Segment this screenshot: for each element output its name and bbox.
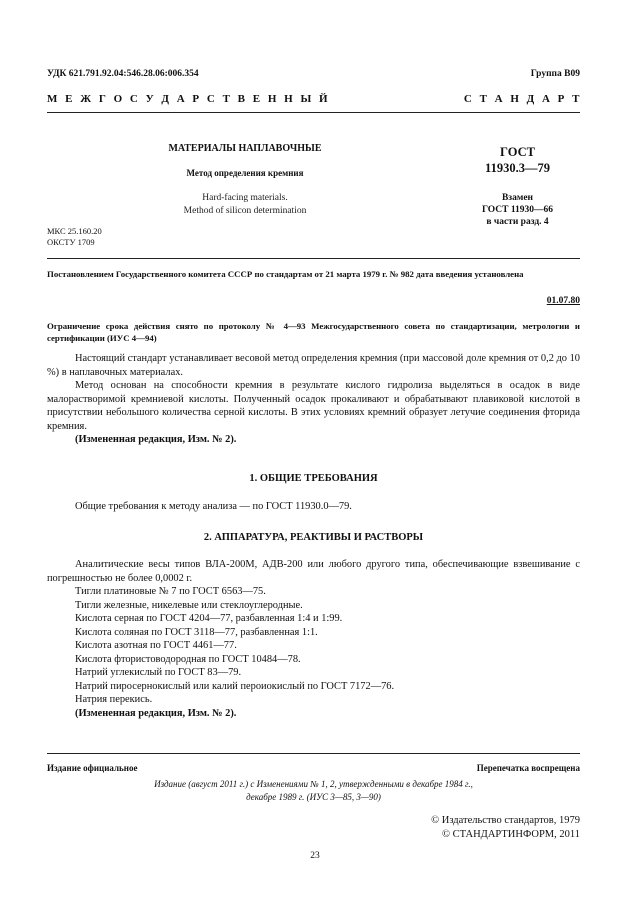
gost-label: ГОСТ [500, 145, 535, 159]
banner-word-interstate: М Е Ж Г О С У Д А Р С Т В Е Н Н Ы Й [47, 93, 329, 105]
intro-paragraph-2: Метод основан на способности кремния в результате кислого гидролиза выделяться в осадок в виде малорастворимой кремниевой кислоты. Полученный осадок прокаливают и обрабатывают плавиковой кислотой в присутствии небольшого количества серной кислоты. В этих условиях кремний образует летучие соединения фторида кремния. [47, 380, 580, 432]
section-1-text: Общие требования к методу анализа — по ГОСТ 11930.0—79. [75, 501, 352, 512]
list-item: Натрий углекислый по ГОСТ 83—79. [75, 667, 242, 678]
document-title: МАТЕРИАЛЫ НАПЛАВОЧНЫЕ [168, 143, 322, 154]
gost-designation [450, 144, 585, 176]
replaces-line-1: Взамен [501, 193, 534, 203]
copyright-block [431, 814, 580, 841]
classification-codes [47, 226, 102, 248]
replaces-block [450, 192, 585, 228]
section-2-lead [47, 558, 580, 585]
edition-note-line-1: Издание (август 2011 г.) с Изменениями № 1, 2, утвержденными в декабре 1984 г., [154, 779, 473, 789]
udk-code: УДК 621.791.92.04:546.28.06:006.354 [47, 69, 199, 79]
list-item: Тигли платиновые № 7 по ГОСТ 6563—75. [75, 586, 266, 597]
copyright-line-1: © Издательство стандартов, 1979 [431, 815, 580, 826]
reprint-prohibited: Перепечатка воспрещена [476, 763, 580, 773]
replaces-line-3: в части разд. 4 [486, 217, 549, 227]
intro-amendment: (Измененная редакция, Изм. № 2). [75, 434, 237, 445]
official-edition: Издание официальное [47, 763, 138, 773]
list-item: Кислота соляная по ГОСТ 3118—77, разбавленная 1:1. [75, 626, 318, 638]
page-number: 23 [310, 851, 320, 861]
footer-rule [47, 753, 580, 754]
introduction-date: 01.07.80 [546, 296, 580, 306]
list-item: Кислота азотная по ГОСТ 4461—77. [75, 640, 237, 651]
section-1-body [47, 500, 580, 514]
english-title-line-2: Method of silicon determination [183, 206, 307, 216]
english-title [100, 192, 390, 218]
document-subtitle: Метод определения кремния [186, 168, 304, 178]
section-1-heading: 1. ОБЩИЕ ТРЕБОВАНИЯ [249, 473, 378, 484]
edition-note-line-2: декабре 1989 г. (ИУС 3—85, 3—90) [246, 792, 381, 802]
replaces-line-2: ГОСТ 11930—66 [481, 205, 554, 215]
copyright-line-2: © СТАНДАРТИНФОРМ, 2011 [442, 828, 580, 840]
edition-note [47, 778, 580, 804]
restriction-note: Ограничение срока действия снято по протоколу № 4—93 Межгосударственного совета по стандартизации, метрологии и сертификации (ИУС 4—94) [47, 321, 580, 343]
section-2-heading: 2. АППАРАТУРА, РЕАКТИВЫ И РАСТВОРЫ [203, 532, 424, 543]
list-item: Натрия перекись. [75, 694, 153, 705]
list-item: Кислота фтористоводородная по ГОСТ 10484—78. [75, 653, 301, 665]
group-code: Группа В09 [530, 69, 580, 79]
english-title-line-1: Hard-facing materials. [202, 193, 288, 203]
section-2-lead-text: Аналитические весы типов ВЛА-200М, АДВ-200 или любого другого типа, обеспечивающие взвешивание с погрешностью не более 0,0002 г. [47, 559, 580, 584]
decree-text: Постановлением Государственного комитета СССР по стандартам от 21 марта 1979 г. № 982 дата введения установлена [47, 269, 524, 279]
list-item: Натрий пиросернокислый или калий пероиокислый по ГОСТ 7172—76. [75, 680, 395, 692]
intro-section [47, 352, 580, 447]
intro-paragraph-1: Настоящий стандарт устанавливает весовой метод определения кремния (при массовой доле кремния от 0,2 до 10 %) в наплавочных материалах. [47, 353, 580, 378]
section-2-amendment: (Измененная редакция, Изм. № 2). [75, 707, 237, 719]
list-item: Тигли железные, никелевые или стеклоуглеродные. [75, 599, 303, 611]
mks-code: МКС 25.160.20 [47, 226, 102, 236]
header-rule [47, 112, 580, 113]
reagent-list [75, 585, 580, 720]
title-rule [47, 258, 580, 259]
gost-number: 11930.3—79 [485, 161, 550, 175]
standard-banner [47, 93, 580, 105]
okstu-code: ОКСТУ 1709 [47, 237, 95, 247]
banner-word-standard: С Т А Н Д А Р Т [463, 93, 580, 105]
list-item: Кислота серная по ГОСТ 4204—77, разбавленная 1:4 и 1:99. [75, 613, 343, 624]
